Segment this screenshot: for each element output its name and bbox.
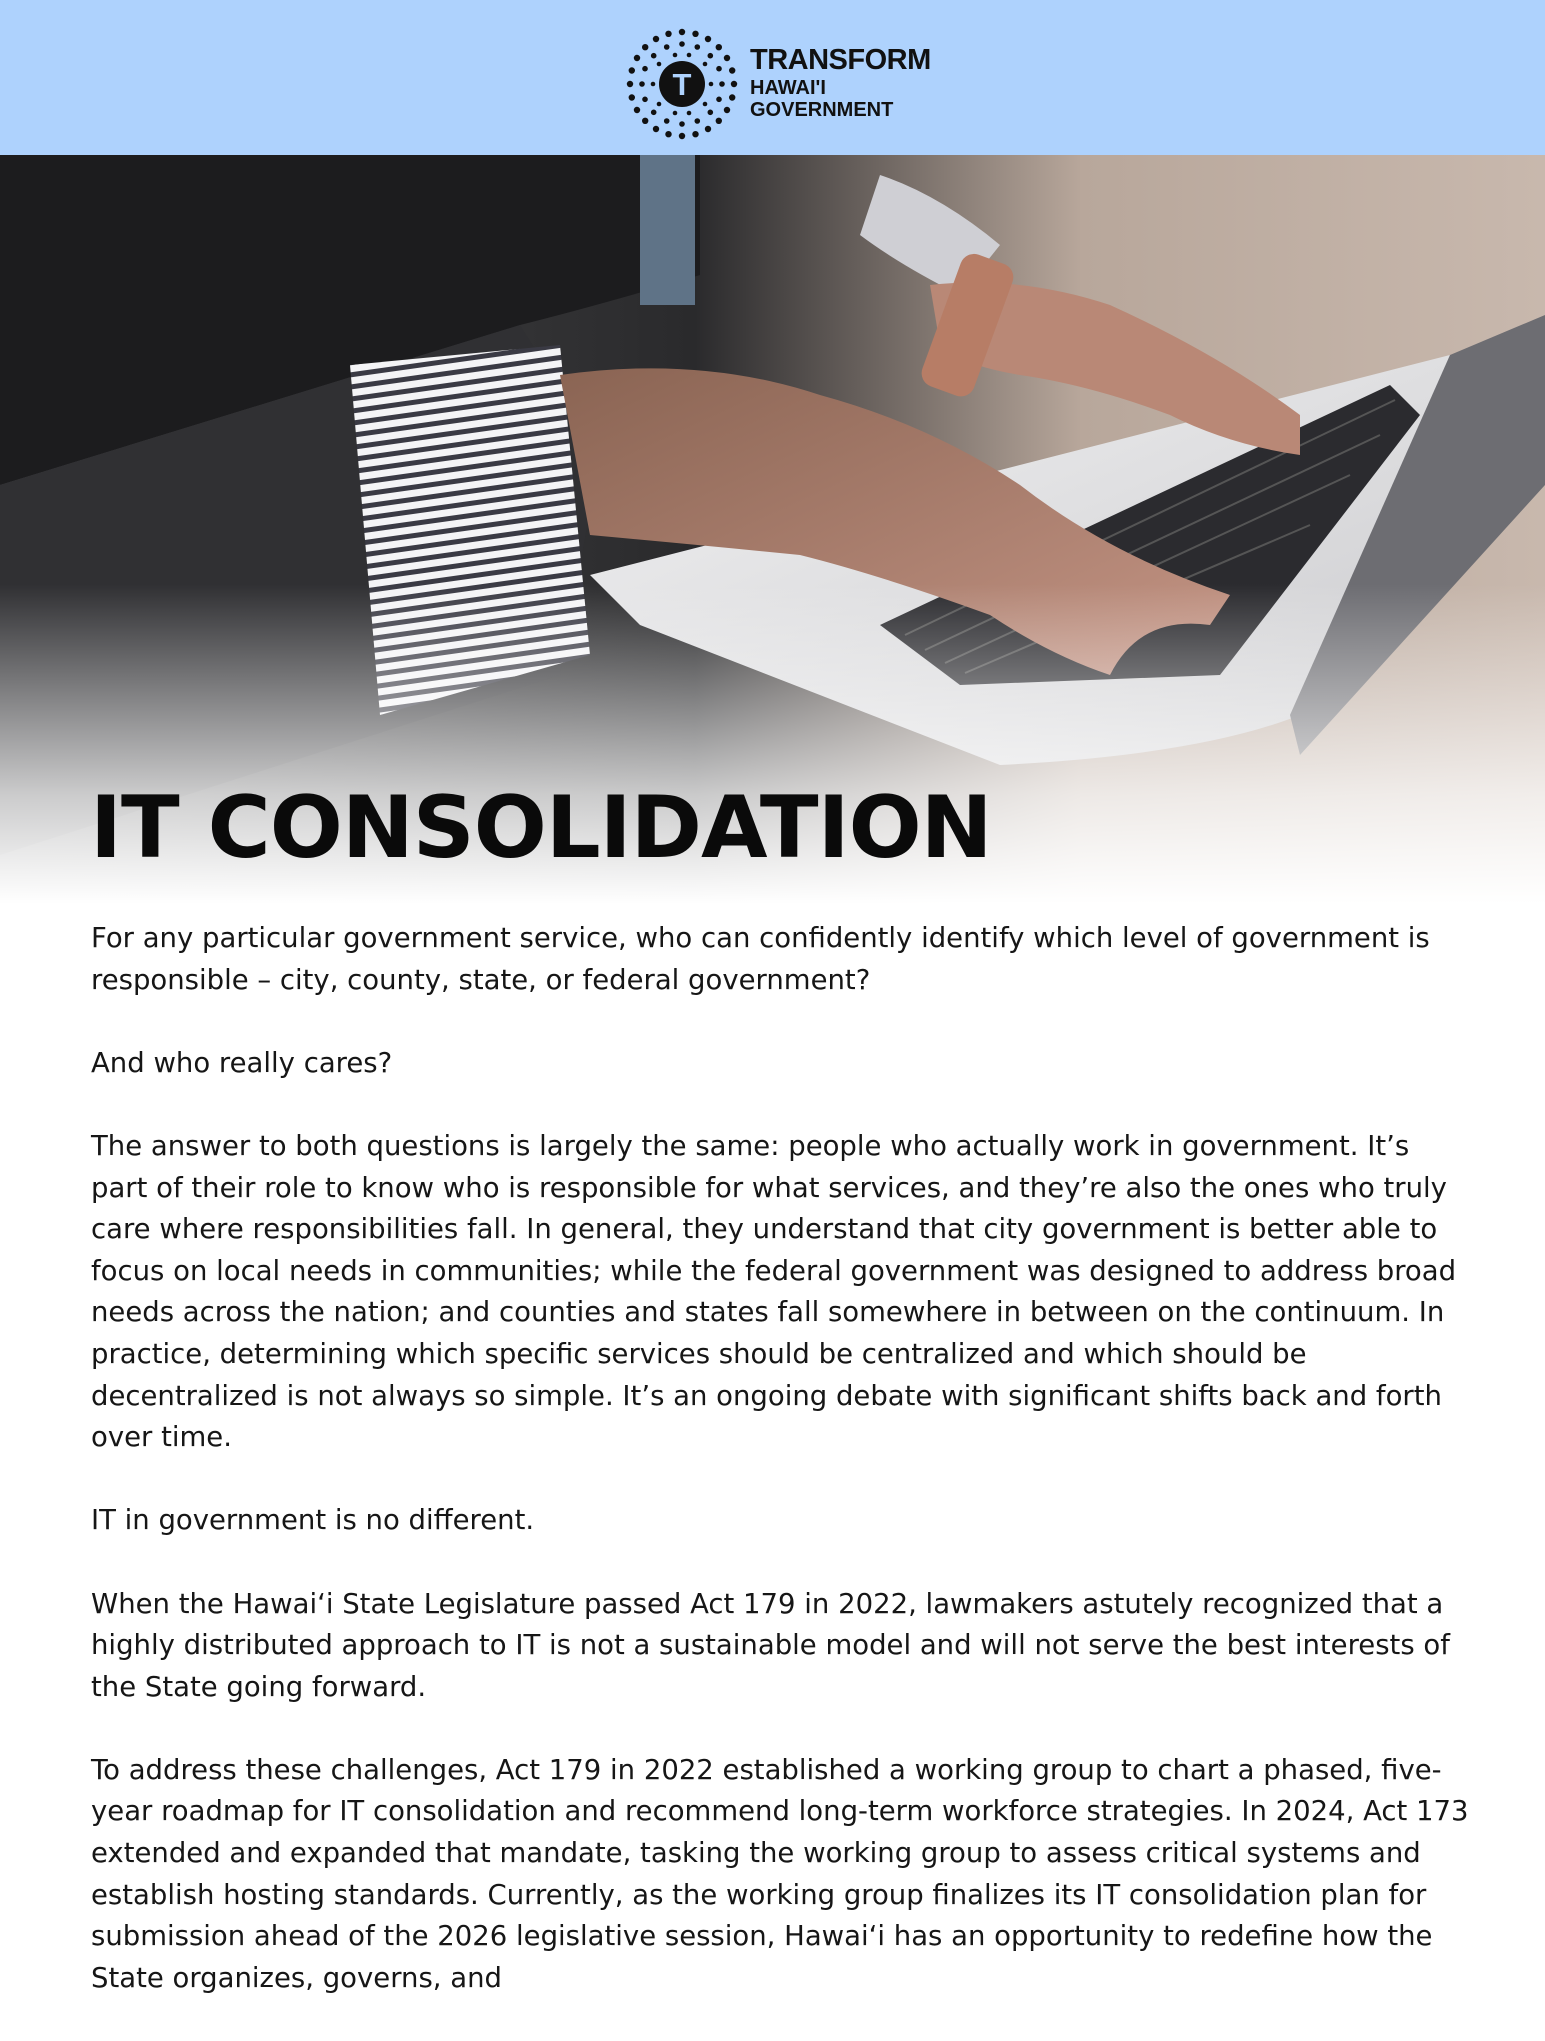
paragraph-5: When the Hawai‘i State Legislature passed Act 179 in 2022, lawmakers astutely recognized that a highly distributed approach to IT is not a sustainable model and will not serve the best interests of the State going forward.: [91, 1587, 1450, 1703]
article-body: [91, 918, 1471, 2041]
paragraph-1: For any particular government service, who can confidently identify which level of government is responsible – city, county, state, or federal government?: [91, 922, 1430, 996]
logo-line-2: HAWAI'I: [750, 76, 826, 99]
paragraph-3: The answer to both questions is largely the same: people who actually work in government. It’s part of their role to know who is responsible for what services, and they’re also the ones who truly care where responsibilities fall. In general, they understand that city government is better able to focus on local needs in communities; while the federal government was designed to address broad needs across the nation; and counties and states fall somewhere in between on the continuum. In practice, determining which specific services should be centralized and which should be decentralized is not always so simple. It’s an ongoing debate with significant shifts back and forth over time.: [91, 1129, 1457, 1454]
logo-letter: T: [672, 67, 692, 102]
paragraph-6: To address these challenges, Act 179 in 2022 established a working group to chart a phased, five-year roadmap for IT consolidation and recommend long-term workforce strategies. In 2024, Act 173 extended and expanded that mandate, tasking the working group to assess critical systems and establish hosting standards. Currently, as the working group finalizes its IT consolidation plan for submission ahead of the 2026 legislative session, Hawai‘i has an opportunity to redefine how the State organizes, governs, and: [91, 1753, 1469, 1994]
logo-line-1: TRANSFORM: [750, 44, 931, 76]
sunburst-t-icon: [626, 28, 738, 140]
transform-hawaii-logo[interactable]: [626, 28, 936, 140]
paragraph-4: IT in government is no different.: [91, 1504, 535, 1537]
logo-wordmark: [750, 46, 931, 120]
logo-line-3: GOVERNMENT: [750, 98, 894, 121]
header-band: [0, 0, 1545, 155]
page-title: IT CONSOLIDATION: [90, 778, 992, 878]
paragraph-2: And who really cares?: [91, 1046, 393, 1079]
